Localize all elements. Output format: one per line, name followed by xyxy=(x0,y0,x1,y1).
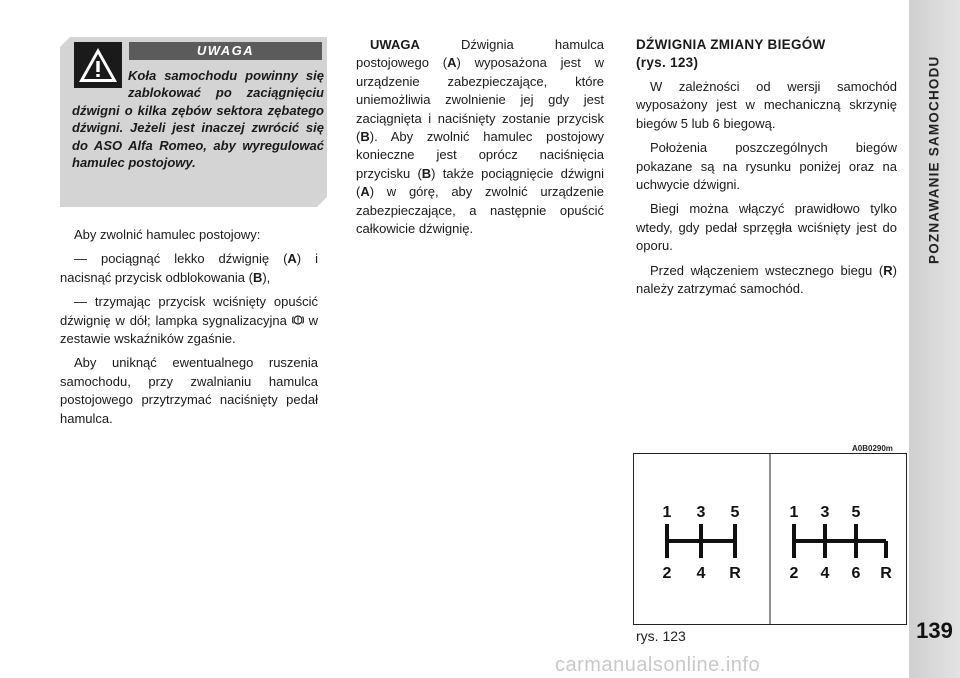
five-speed-pattern xyxy=(667,524,735,558)
gear-label: 5 xyxy=(730,504,740,521)
release-note: Aby uniknąć ewentualnego ruszenia samochodu, przy zwalnianiu hamulca postojowego przytrzymać naciśnięty pedał hamulca. xyxy=(60,355,318,426)
label-a: A xyxy=(447,55,457,71)
text-run: ) należy zatrzymać samochód. xyxy=(636,262,897,297)
note-lead: UWAGA xyxy=(370,37,420,52)
gear-label: R xyxy=(880,565,892,582)
column-3 xyxy=(636,36,897,304)
watermark: carmanualsonline.info xyxy=(555,654,761,676)
gear-label: 6 xyxy=(851,565,861,582)
gearbox-para-3: Biegi można włączyć prawidłowo tylko wtedy, gdy pedał sprzęgła wciśnięty jest do oporu. xyxy=(636,201,897,254)
label-a: A xyxy=(360,184,370,200)
heading-line: DŹWIGNIA ZMIANY BIEGÓW xyxy=(636,37,826,52)
six-speed-pattern xyxy=(794,524,886,558)
text-run: — trzymając przycisk wciśnięty opuścić dźwignię w dół; lampka sygnalizacyjna xyxy=(60,294,318,328)
text-run: Przed włączeniem wstecznego biegu ( xyxy=(650,262,884,278)
text-run: ) w górę, aby zwolnić urządzenie zabezpieczające, a następnie opuścić całkowicie dźwignię. xyxy=(356,184,604,237)
label-b: B xyxy=(252,269,263,285)
text-run: ). Aby zwolnić hamulec postojowy konieczne jest oprócz naciśnięcia przycisku ( xyxy=(356,129,604,181)
gear-label: 3 xyxy=(820,504,830,521)
text-run: Dźwignia hamulca postojowego ( xyxy=(356,37,604,71)
release-step-2 xyxy=(60,293,318,348)
figure-caption: rys. 123 xyxy=(636,628,686,644)
gear-label: 3 xyxy=(696,504,706,521)
brake-warning-lamp-icon xyxy=(292,314,304,326)
label-a: A xyxy=(287,251,297,267)
label-r: R xyxy=(883,262,893,278)
gear-label: 5 xyxy=(851,504,861,521)
section-title: POZNAWANIE SAMOCHODU xyxy=(926,55,942,265)
gearbox-para-1: W zależności od wersji samochód wyposażony jest w mechaniczną skrzynię biegów 5 lub 6 biegową. xyxy=(636,79,897,131)
text-run: ), xyxy=(262,269,271,285)
gear-label: 1 xyxy=(662,504,672,521)
heading-ref: (rys. 123) xyxy=(636,55,699,70)
page-number: 139 xyxy=(916,618,953,643)
text-run: ) i nacisnąć przycisk odblokowania ( xyxy=(60,251,318,285)
text-run: ) także pociągnięcie dźwigni ( xyxy=(356,165,604,200)
label-b: B xyxy=(421,165,432,181)
release-step-1 xyxy=(60,250,318,287)
gear-label: 2 xyxy=(789,565,799,582)
warning-text-content: Koła samochodu powinny się zablokować po zaciągnięciu dźwigni o kilka zębów sektora zębatego dźwigni. Jeżeli jest inaczej zwrócić się do ASO Alfa Romeo, aby wyregulować hamulec postojowy. xyxy=(72,68,324,171)
gear-label: 2 xyxy=(662,565,672,582)
text-run: w zestawie wskaźników zgaśnie. xyxy=(60,312,318,347)
text-run: ) wyposażona jest w urządzenie zabezpieczające, które uniemożliwia zwolnienie jej gdy jest zaciągnięta i naciśnięty zostanie przycisk ( xyxy=(356,55,604,145)
release-intro: Aby zwolnić hamulec postojowy: xyxy=(74,227,261,242)
gear-pattern-diagram xyxy=(634,454,906,624)
label-b: B xyxy=(360,129,370,145)
gear-label: 4 xyxy=(820,565,830,582)
column-2 xyxy=(356,36,604,244)
gearbox-para-2: Położenia poszczególnych biegów pokazane są na rysunku poniżej oraz na uchwycie dźwigni. xyxy=(636,140,897,193)
gear-label: 4 xyxy=(696,565,706,582)
gearbox-para-4 xyxy=(636,262,897,299)
warning-banner: UWAGA xyxy=(129,42,322,60)
warning-text xyxy=(72,67,324,171)
gear-label: 1 xyxy=(789,504,799,521)
gear-label: R xyxy=(729,565,741,582)
column-1 xyxy=(60,226,318,434)
section-heading xyxy=(636,36,897,72)
text-run: — pociągnąć lekko dźwignię ( xyxy=(74,251,288,267)
figure-code: A0B0290m xyxy=(852,444,893,453)
parking-brake-note xyxy=(356,36,604,238)
gear-shift-figure xyxy=(633,453,907,625)
